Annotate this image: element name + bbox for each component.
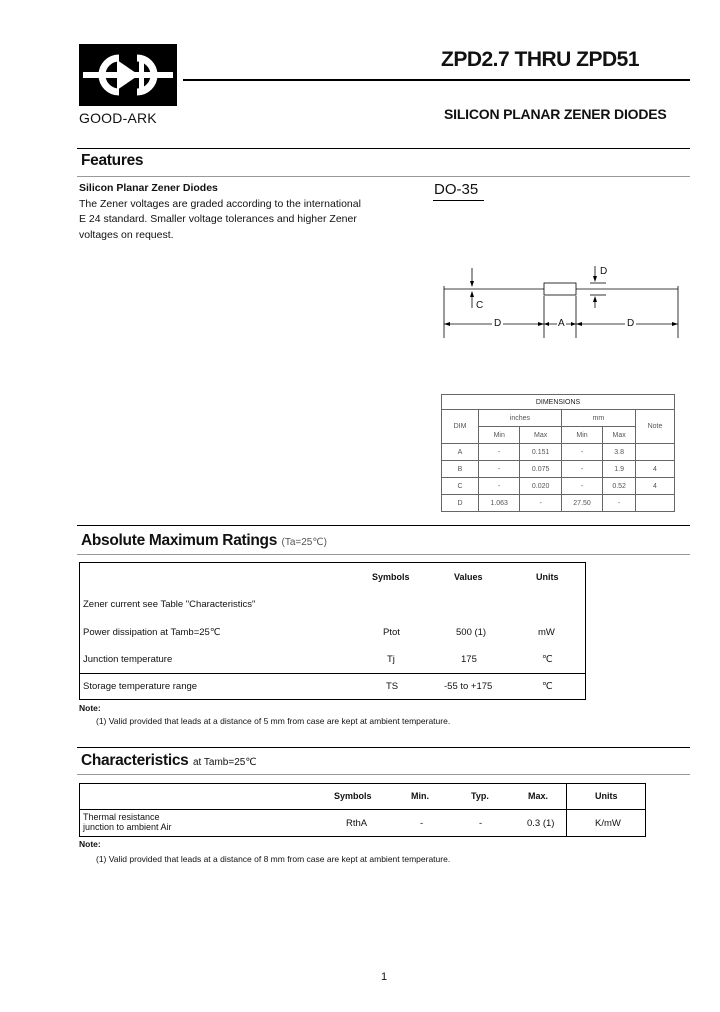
- table-cell: 0.075: [520, 461, 561, 478]
- package-label-underline: [433, 200, 484, 201]
- char-min: -: [420, 818, 424, 829]
- dimensions-table: [441, 394, 675, 512]
- table-cell: -: [603, 495, 636, 512]
- amr-value: 500 (1): [456, 627, 487, 638]
- table-cell: [636, 444, 675, 461]
- table-cell: 0.52: [603, 478, 636, 495]
- char-max: 0.3 (1): [527, 818, 555, 829]
- table-cell: [636, 495, 675, 512]
- table-cell: 0.020: [520, 478, 561, 495]
- brand-name: GOOD-ARK: [79, 110, 157, 126]
- table-cell: -: [561, 461, 602, 478]
- company-logo: [79, 44, 177, 106]
- package-label: DO-35: [434, 181, 479, 198]
- features-line: voltages on request.: [79, 228, 174, 241]
- table-row: [442, 495, 675, 512]
- char-col-divider: [566, 784, 567, 836]
- characteristics-note: (1) Valid provided that leads at a distance of 8 mm from case are kept at ambient temperature.: [96, 854, 451, 864]
- features-rule: [77, 148, 690, 149]
- page-number: 1: [381, 971, 388, 983]
- sub-header: Min: [479, 427, 520, 444]
- amr-heading: Absolute Maximum Ratings: [81, 532, 278, 549]
- dim-letter-d-left: D: [494, 318, 502, 329]
- table-cell: -: [561, 444, 602, 461]
- table-row: [442, 444, 675, 461]
- features-underline: [77, 176, 690, 177]
- char-min-header: Min.: [411, 791, 429, 801]
- characteristics-heading-group: [81, 752, 257, 770]
- table-cell: 3.8: [603, 444, 636, 461]
- table-cell: -: [479, 461, 520, 478]
- features-text: [79, 181, 361, 243]
- inches-header: inches: [479, 410, 562, 427]
- amr-param: Zener current see Table "Characteristics": [83, 599, 256, 610]
- dim-header: DIM: [442, 410, 479, 444]
- page-subtitle: SILICON PLANAR ZENER DIODES: [444, 106, 667, 122]
- table-row: [442, 461, 675, 478]
- amr-symbols-header: Symbols: [372, 572, 410, 582]
- sub-header: Max: [603, 427, 636, 444]
- table-cell: -: [479, 478, 520, 495]
- amr-rule: [77, 525, 690, 526]
- amr-table: [79, 562, 586, 700]
- char-typ: -: [479, 818, 483, 829]
- characteristics-table: [79, 783, 646, 837]
- table-cell: -: [479, 444, 520, 461]
- table-cell: 27.50: [561, 495, 602, 512]
- table-cell: -: [561, 478, 602, 495]
- table-cell: 1.9: [603, 461, 636, 478]
- diode-logo-icon: [79, 44, 177, 106]
- table-cell: D: [442, 495, 479, 512]
- sub-header: Max: [520, 427, 561, 444]
- dim-letter-c: C: [476, 300, 484, 311]
- char-units-header: Units: [595, 791, 618, 801]
- amr-param: Power dissipation at Tamb=25℃: [83, 627, 221, 638]
- char-typ-header: Typ.: [471, 791, 489, 801]
- page-title: ZPD2.7 THRU ZPD51: [441, 48, 640, 71]
- mm-header: mm: [561, 410, 635, 427]
- char-param-line: junction to ambient Air: [83, 822, 172, 832]
- table-cell: 4: [636, 461, 675, 478]
- amr-param: Junction temperature: [83, 654, 173, 665]
- char-header-divider: [80, 809, 645, 810]
- amr-param: Storage temperature range: [83, 681, 198, 692]
- amr-value: -55 to +175: [444, 681, 493, 692]
- amr-value: 175: [461, 654, 477, 665]
- characteristics-condition: at Tamb=25℃: [192, 757, 257, 768]
- char-max-header: Max.: [528, 791, 549, 801]
- features-line: The Zener voltages are graded according to the international: [79, 197, 361, 210]
- package-outline-diagram: [430, 260, 690, 342]
- amr-symbol: TS: [386, 681, 399, 692]
- amr-unit: mW: [538, 627, 555, 638]
- amr-symbol: Tj: [387, 654, 395, 665]
- amr-values-header: Values: [454, 572, 483, 582]
- sub-header: Min: [561, 427, 602, 444]
- table-cell: 1.063: [479, 495, 520, 512]
- dim-letter-a: A: [558, 318, 565, 329]
- amr-note: (1) Valid provided that leads at a distance of 5 mm from case are kept at ambient temperature.: [96, 716, 451, 726]
- amr-row-divider: [80, 673, 585, 674]
- characteristics-note-label: Note:: [79, 839, 101, 849]
- char-unit: K/mW: [595, 818, 621, 829]
- amr-unit: ℃: [542, 681, 553, 692]
- characteristics-heading: Characteristics: [81, 752, 189, 769]
- dim-letter-d-top: D: [600, 266, 608, 277]
- char-param-line: Thermal resistance: [83, 812, 160, 822]
- features-heading: Features: [81, 152, 144, 169]
- table-cell: 0.151: [520, 444, 561, 461]
- amr-unit: ℃: [542, 654, 553, 665]
- header-rule: [183, 79, 690, 81]
- char-symbols-header: Symbols: [334, 791, 372, 801]
- table-cell: 4: [636, 478, 675, 495]
- amr-symbol: Ptot: [383, 627, 400, 638]
- table-cell: B: [442, 461, 479, 478]
- amr-note-label: Note:: [79, 703, 101, 713]
- amr-units-header: Units: [536, 572, 559, 582]
- dim-letter-d-right: D: [627, 318, 635, 329]
- table-cell: A: [442, 444, 479, 461]
- amr-condition: (Ta=25℃): [281, 537, 327, 548]
- dimensions-table-title: DIMENSIONS: [442, 395, 675, 410]
- features-bold-line: Silicon Planar Zener Diodes: [79, 182, 218, 194]
- features-line: E 24 standard. Smaller voltage tolerances and higher Zener: [79, 213, 357, 225]
- amr-heading-group: [81, 532, 327, 550]
- table-row: [442, 478, 675, 495]
- characteristics-underline: [77, 774, 690, 775]
- char-symbol: RthA: [346, 818, 368, 829]
- amr-underline: [77, 554, 690, 555]
- note-header: Note: [636, 410, 675, 444]
- table-cell: C: [442, 478, 479, 495]
- table-cell: -: [520, 495, 561, 512]
- characteristics-rule: [77, 747, 690, 748]
